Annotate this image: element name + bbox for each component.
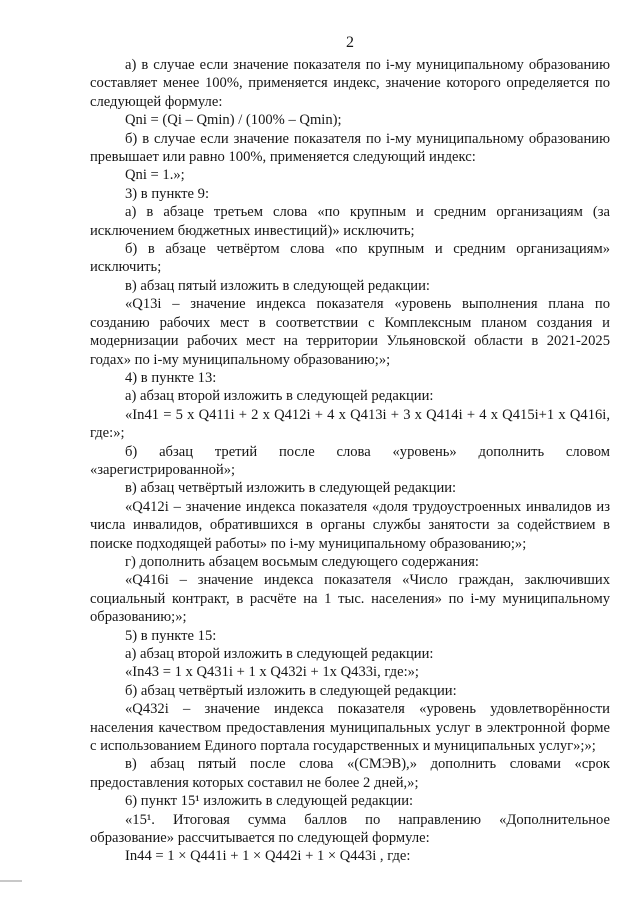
item-3-heading: 3) в пункте 9: — [125, 185, 210, 202]
formula-in43: «In43 = 1 x Q431i + 1 x Q432i + 1x Q433i, где:»; — [125, 664, 419, 681]
item-4-g: г) дополнить абзацем восьмым следующего содержания: — [125, 553, 479, 570]
scan-mark — [0, 880, 22, 882]
item-5-a: а) абзац второй изложить в следующей редакции: — [125, 646, 434, 662]
item-5-heading: 5) в пункте 15: — [125, 627, 217, 644]
item-6-heading: 6) пункт 15¹ изложить в следующей редакции: — [125, 793, 414, 810]
item-4-v: в) абзац четвёртый изложить в следующей редакции: — [125, 480, 457, 497]
formula-qni-one: Qni = 1.»; — [125, 167, 185, 184]
item-5-b: б) абзац четвёртый изложить в следующей редакции: — [125, 682, 457, 699]
item-4-g-text: «Q416i – значение индекса показателя «Число граждан, заключивших социальный контракт, в расчёте на 1 тыс. населения» по i-му муниципальному образованию;»; — [90, 572, 610, 626]
item-5-v: в) абзац пятый после слова «(СМЭВ),» дополнить словами «срок предоставления которых составил не более 2 дней,»; — [90, 756, 610, 791]
item-3-b: б) в абзаце четвёртом слова «по крупным и средним организациям» исключить; — [90, 241, 610, 276]
item-4-a: а) абзац второй изложить в следующей редакции: — [125, 388, 434, 405]
item-4-heading: 4) в пункте 13: — [125, 369, 217, 386]
paragraph-a-less-100: а) в случае если значение показателя по i-му муниципальному образованию составляет менее 100%, применяется индекс, значение которого определяется по следующей формуле: — [90, 57, 610, 110]
item-3-v-text: «Q13i – значение индекса показателя «уровень выполнения плана по созданию рабочих мест в соответствии с Комплексным планом создания и модернизации рабочих мест на территории Ульяновской области в 2021-2025 годах» по i-му муниципальному образованию;»; — [90, 296, 610, 368]
item-3-v: в) абзац пятый изложить в следующей редакции: — [125, 277, 430, 294]
page-number: 2 — [346, 34, 354, 51]
item-4-b: б) абзац третий после слова «уровень» дополнить словом «зарегистрированной»; — [90, 443, 610, 478]
item-3-a: а) в абзаце третьем слова «по крупным и средним организациям (за исключением бюджетных инвестиций)» исключить; — [90, 204, 610, 239]
formula-in41: «In41 = 5 x Q411i + 2 x Q412i + 4 x Q413i + 3 x Q414i + 4 x Q415i+1 x Q416i, где:»; — [90, 406, 610, 442]
item-4-v-text: «Q412i – значение индекса показателя «доля трудоустроенных инвалидов из числа инвалидов, обратившихся в органы службы занятости за содействием в поиске подходящей работы» по i-му муниципальному образованию;»; — [90, 498, 610, 552]
item-6-text: «15¹. Итоговая сумма баллов по направлению «Дополнительное образование» рассчитывается по следующей формуле: — [90, 811, 610, 847]
formula-qni: Qni = (Qi – Qmin) / (100% – Qmin); — [125, 112, 342, 129]
paragraph-b-more-100: б) в случае если значение показателя по i-му муниципальному образованию превышает или равно 100%, применяется следующий индекс: — [90, 130, 610, 166]
formula-in44: In44 = 1 × Q441i + 1 × Q442i + 1 × Q443i , где: — [125, 848, 411, 865]
item-5-b-text: «Q432i – значение индекса показателя «уровень удовлетворённости населения качеством предоставления муниципальных услуг в электронной форме с использованием Единого портала государственных и муниципальных услуг»;»; — [90, 701, 610, 755]
